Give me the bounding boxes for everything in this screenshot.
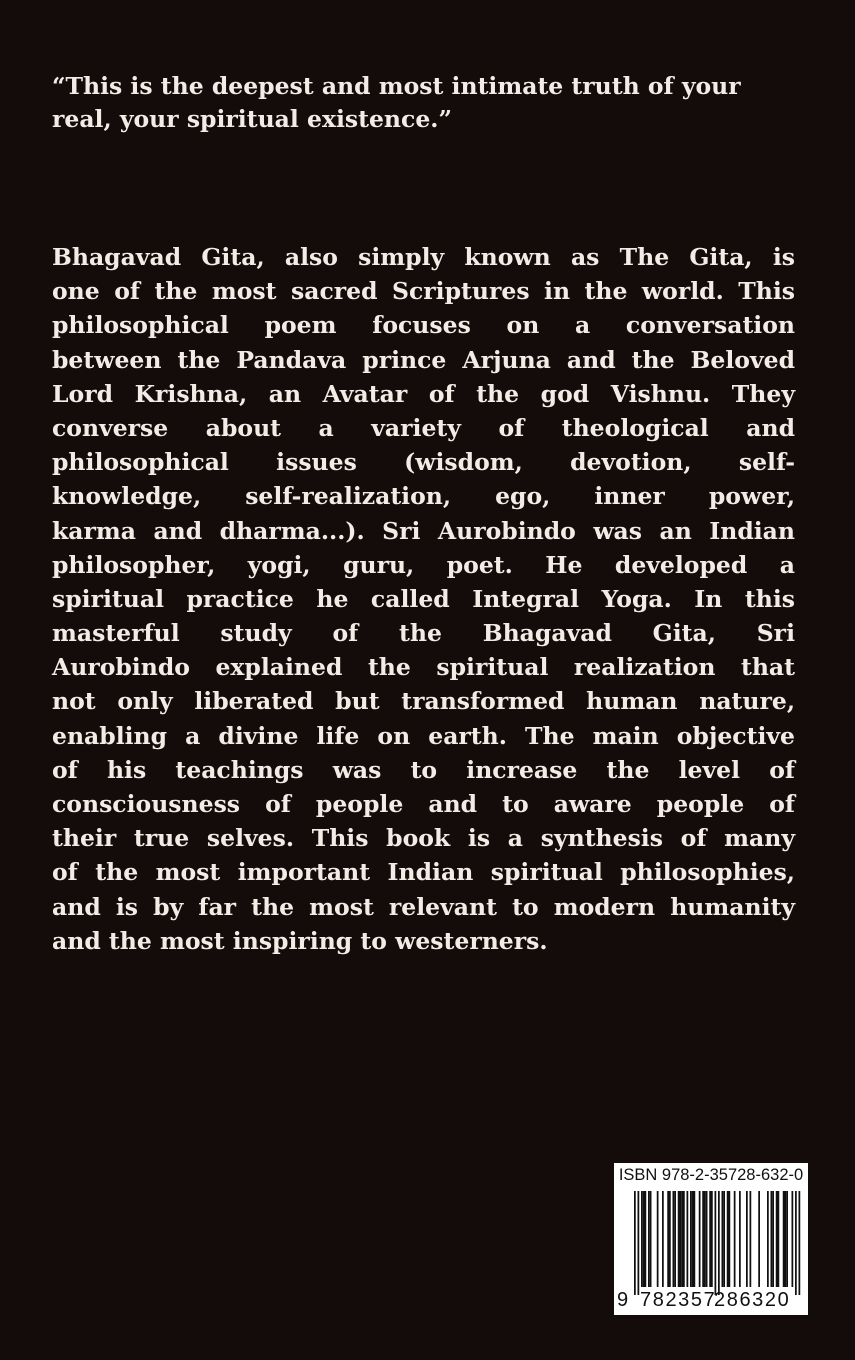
quote-line: “This is the deepest and most intimate truth of your bbox=[52, 72, 741, 100]
isbn-label: ISBN 978-2-35728-632-0 bbox=[618, 1166, 804, 1184]
description-line: between the Pandava prince Arjuna and the Beloved bbox=[52, 345, 795, 374]
barcode-bar bbox=[694, 1191, 696, 1287]
barcode-bar bbox=[674, 1191, 676, 1287]
barcode-bar bbox=[783, 1191, 785, 1287]
barcode-bar bbox=[727, 1191, 729, 1287]
quote-line: real, your spiritual existence.” bbox=[52, 105, 452, 133]
barcode-bars bbox=[620, 1191, 802, 1295]
barcode-bar bbox=[692, 1191, 694, 1287]
description-line: of the most important Indian spiritual philosophies, bbox=[52, 858, 795, 887]
barcode-bar bbox=[758, 1191, 760, 1287]
description bbox=[52, 240, 795, 958]
description-line: and the most inspiring to westerners. bbox=[52, 926, 548, 955]
barcode-bar bbox=[706, 1191, 708, 1287]
description-line: consciousness of people and to aware people of bbox=[52, 790, 795, 818]
isbn-barcode bbox=[614, 1163, 808, 1315]
barcode-bar bbox=[638, 1191, 640, 1295]
description-line: spiritual practice he called Integral Yoga. In this bbox=[52, 584, 795, 613]
description-line: masterful study of the Bhagavad Gita, Sri bbox=[52, 619, 795, 648]
description-line: converse about a variety of theological and bbox=[52, 413, 795, 442]
description-line: philosophical issues (wisdom, devotion, self- bbox=[52, 448, 795, 477]
barcode-left-digits: 782357 bbox=[640, 1289, 717, 1311]
description-line: their true selves. This book is a synthesis of many bbox=[52, 824, 795, 853]
barcode-bar bbox=[683, 1191, 685, 1287]
barcode-bar bbox=[641, 1191, 643, 1287]
barcode-bar bbox=[799, 1191, 801, 1295]
description-line: one of the most sacred Scriptures in the world. This bbox=[52, 277, 795, 306]
barcode-bar bbox=[746, 1191, 748, 1287]
description-line: knowledge, self-realization, ego, inner power, bbox=[52, 482, 795, 511]
barcode-bar bbox=[699, 1191, 701, 1287]
barcode-bar bbox=[634, 1191, 636, 1295]
barcode-bar bbox=[771, 1191, 773, 1287]
barcode-bar bbox=[687, 1191, 689, 1287]
description-line: philosopher, yogi, guru, poet. He developed a bbox=[52, 550, 795, 579]
barcode-bar bbox=[702, 1191, 704, 1287]
barcode-bar bbox=[669, 1191, 671, 1287]
description-line: of his teachings was to increase the level of bbox=[52, 755, 795, 784]
barcode-bar bbox=[750, 1191, 752, 1287]
description-line: Aurobindo explained the spiritual realization that bbox=[52, 653, 795, 682]
barcode-bar bbox=[678, 1191, 680, 1287]
description-line: and is by far the most relevant to modern humanity bbox=[52, 892, 795, 921]
barcode-bar bbox=[729, 1191, 731, 1287]
barcode-bar bbox=[772, 1191, 774, 1287]
barcode-first-digit: 9 bbox=[617, 1289, 630, 1311]
description-line: not only liberated but transformed human nature, bbox=[52, 687, 795, 716]
barcode-bar bbox=[673, 1191, 675, 1287]
barcode-bar bbox=[739, 1191, 741, 1287]
barcode-bar bbox=[645, 1191, 647, 1287]
description-line: Bhagavad Gita, also simply known as The Gita, is bbox=[52, 243, 795, 271]
description-line: karma and dharma...). Sri Aurobindo was an Indian bbox=[52, 516, 795, 545]
barcode-bar bbox=[718, 1191, 720, 1295]
barcode-bar bbox=[786, 1191, 788, 1287]
barcode-bar bbox=[704, 1191, 706, 1287]
barcode-bar bbox=[778, 1191, 780, 1287]
barcode-bar bbox=[795, 1191, 797, 1295]
barcode-bar bbox=[723, 1191, 725, 1287]
barcode-bar bbox=[767, 1191, 769, 1287]
barcode-bar bbox=[681, 1191, 683, 1287]
barcode-bar bbox=[662, 1191, 664, 1287]
description-line: enabling a divine life on earth. The main objective bbox=[52, 721, 795, 750]
barcode-bar bbox=[711, 1191, 713, 1287]
quote bbox=[52, 70, 795, 136]
barcode-bar bbox=[667, 1191, 669, 1287]
barcode-bar bbox=[643, 1191, 645, 1287]
barcode-bar bbox=[734, 1191, 736, 1287]
description-line: philosophical poem focuses on a conversation bbox=[52, 311, 795, 340]
description-line: Lord Krishna, an Avatar of the god Vishnu. They bbox=[52, 379, 795, 408]
barcode-bar bbox=[722, 1191, 724, 1287]
barcode-right-digits: 286320 bbox=[714, 1289, 791, 1311]
barcode-bar bbox=[690, 1191, 692, 1287]
barcode-bar bbox=[776, 1191, 778, 1287]
barcode-bar bbox=[648, 1191, 650, 1287]
barcode-bar bbox=[709, 1191, 711, 1287]
barcode-bar bbox=[657, 1191, 659, 1287]
barcode-bar bbox=[680, 1191, 682, 1287]
barcode-bar bbox=[650, 1191, 652, 1287]
barcode-bar bbox=[792, 1191, 794, 1287]
barcode-bar bbox=[785, 1191, 787, 1287]
barcode-bar bbox=[715, 1191, 717, 1295]
